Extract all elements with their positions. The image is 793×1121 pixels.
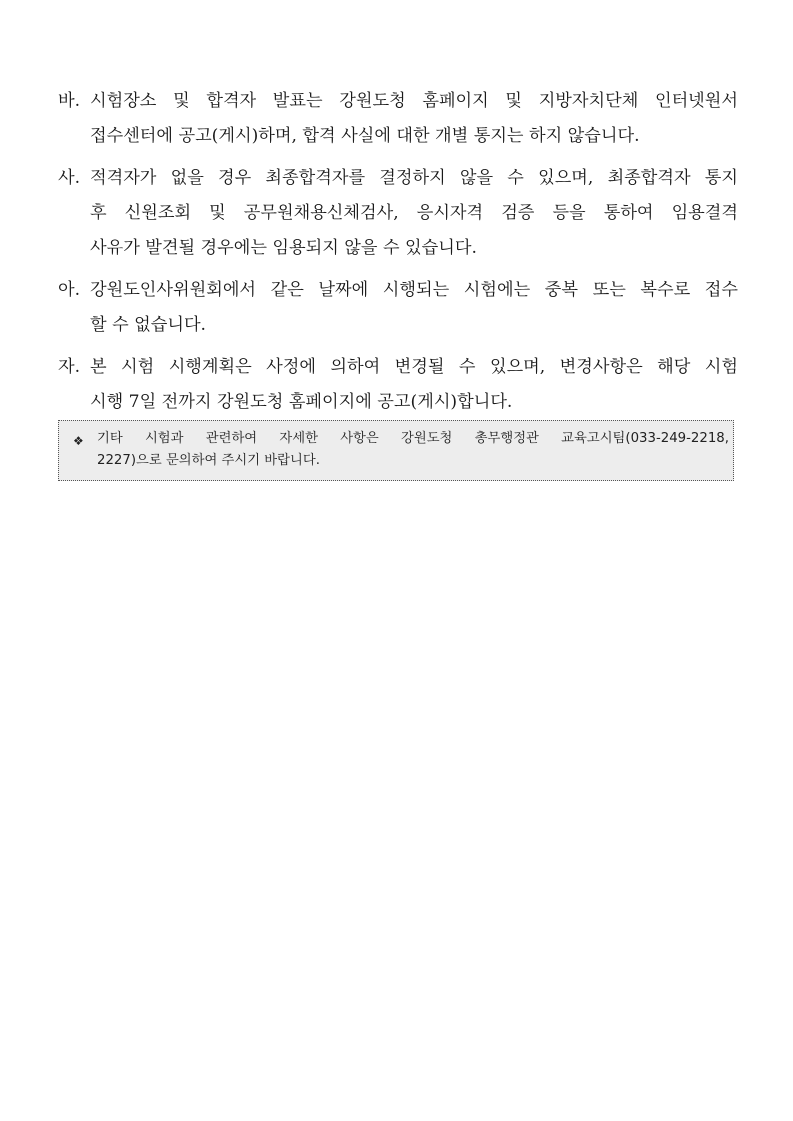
item-marker: 사. xyxy=(58,168,81,188)
item-line: 본 시험 시행계획은 사정에 의하여 변경될 수 있으며, 변경사항은 해당 시험 xyxy=(90,357,738,377)
item-line: 할 수 없습니다. xyxy=(90,315,207,335)
item-line: 접수센터에 공고(게시)하며, 합격 사실에 대한 개별 통지는 하지 않습니다. xyxy=(90,126,640,146)
contact-notice-box xyxy=(58,420,734,481)
item-text xyxy=(90,273,738,343)
item-line: 적격자가 없을 경우 최종합격자를 결정하지 않을 수 있으며, 최종합격자 통지 xyxy=(90,168,738,188)
item-text xyxy=(90,84,738,154)
item-marker: 바. xyxy=(58,91,81,111)
item-marker: 아. xyxy=(58,280,81,300)
list-item-a xyxy=(58,273,738,343)
item-text xyxy=(90,350,738,420)
item-marker: 자. xyxy=(58,357,81,377)
item-line: 시험장소 및 합격자 발표는 강원도청 홈페이지 및 지방자치단체 인터넷원서 xyxy=(90,91,738,111)
notice-items-list xyxy=(58,84,738,427)
item-line: 시행 7일 전까지 강원도청 홈페이지에 공고(게시)합니다. xyxy=(90,392,513,412)
diamond-bullet-icon: ❖ xyxy=(73,434,84,448)
notice-text xyxy=(97,428,729,472)
list-item-ba xyxy=(58,84,738,154)
item-line: 사유가 발견될 경우에는 임용되지 않을 수 있습니다. xyxy=(90,238,477,258)
item-line: 강원도인사위원회에서 같은 날짜에 시행되는 시험에는 중복 또는 복수로 접수 xyxy=(90,280,738,300)
item-text xyxy=(90,161,738,266)
notice-line: 기타 시험과 관련하여 자세한 사항은 강원도청 총무행정관 교육고시팀(033-249-2218, xyxy=(97,431,729,446)
item-line: 후 신원조회 및 공무원채용신체검사, 응시자격 검증 등을 통하여 임용결격 xyxy=(90,203,738,223)
notice-line: 2227)으로 문의하여 주시기 바랍니다. xyxy=(97,453,320,468)
list-item-sa xyxy=(58,161,738,266)
list-item-ja xyxy=(58,350,738,420)
